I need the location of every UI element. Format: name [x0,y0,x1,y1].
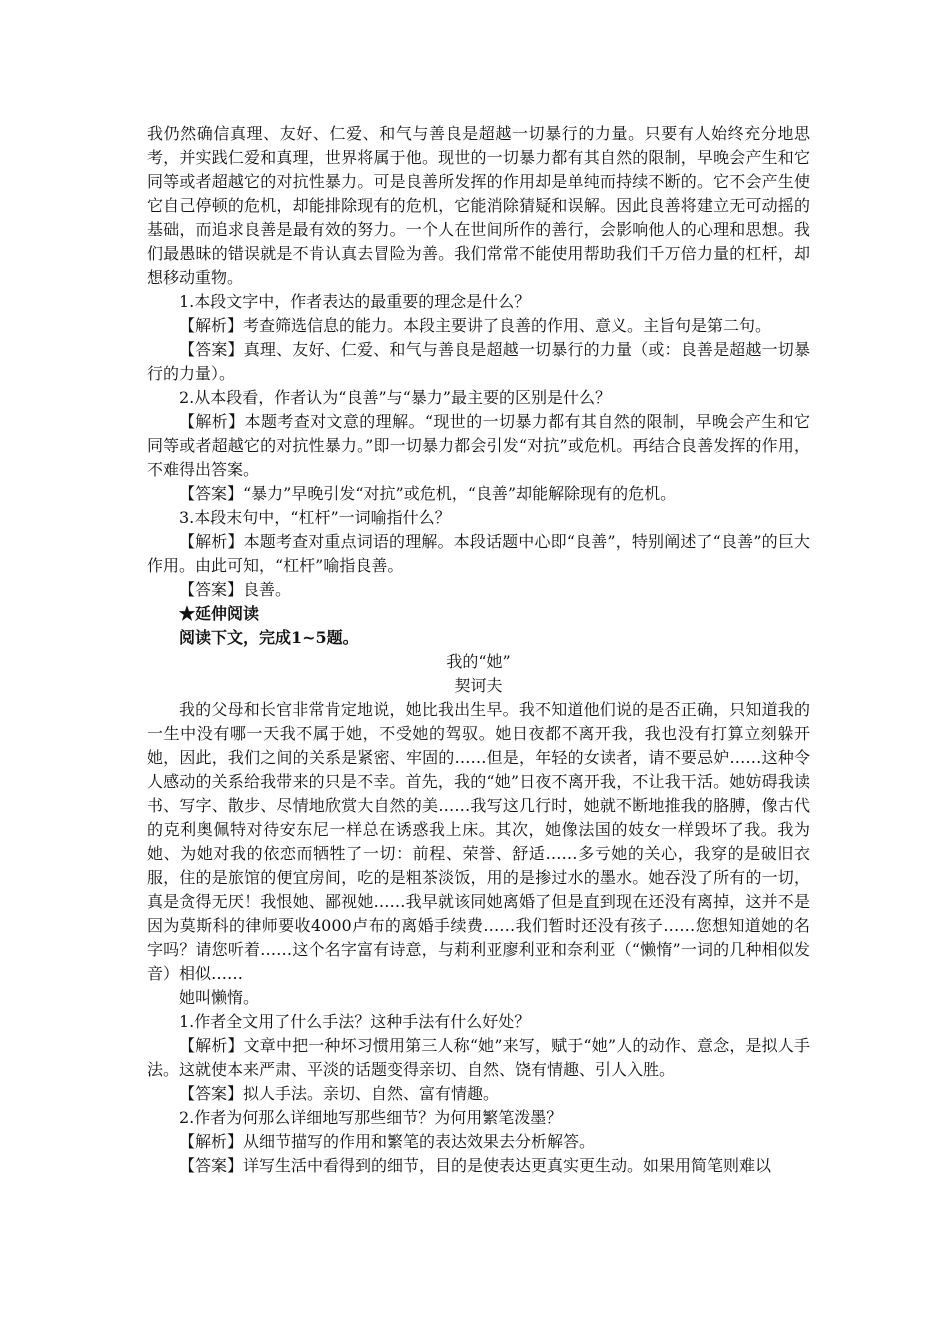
question-3: 3.本段末句中，“杠杆”一词喻指什么？ [179,508,451,527]
analysis-2: 【解析】本题考查对文意的理解。“现世的一切暴力都有其自然的限制，早晚会产生和它同等或者超越它的对抗性暴力。”即一切暴力都会引发“对抗”或危机。再结合良善发挥的作用，不难得出答案。 [147,412,810,479]
analysis-2-1: 【解析】文章中把一种坏习惯用第三人称“她”来写，赋于“她”人的动作、意念，是拟人手法。这就使本来严肃、平淡的话题变得亲切、自然、饶有情趣、引人入胜。 [147,1036,810,1079]
answer-2: 【答案】“暴力”早晚引发“对抗”或危机，“良善”却能解除现有的危机。 [179,484,677,503]
reading-instruction: 阅读下文，完成1~5题。 [179,628,359,647]
answer-3: 【答案】良善。 [179,580,292,599]
story-body: 我的父母和长官非常肯定地说，她比我出生早。我不知道他们说的是否正确，只知道我的一生中没有哪一天我不属于她，不受她的驾驭。她日夜都不离开我，我也没有打算立刻躲开她，因此，我们之间的关系是紧密、牢固的……但是，年轻的女读者，请不要忌妒……这种令人感动的关系给我带来的只是不幸。首先，我的“她”日夜不离开我，不让我干活。她妨碍我读书、写字、散步、尽情地欣赏大自然的美……我写这几行时，她就不断地推我的胳膊，像古代的克利奥佩特对待安东尼一样总在诱惑我上床。其次，她像法国的妓女一样毁坏了我。我为她、为她对我的依恋而牺牲了一切：前程、荣誉、舒适……多亏她的关心，我穿的是破旧衣服，住的是旅馆的便宜房间，吃的是粗茶淡饭，用的是掺过水的墨水。她吞没了所有的一切，真是贪得无厌！我恨她、鄙视她……我早就该同她离婚了但是直到现在还没有离掉，这并不是因为莫斯科的律师要收4000卢布的离婚手续费……我们暂时还没有孩子……您想知道她的名字吗？请您听着……这个名字富有诗意，与莉利亚廖利亚和奈利亚（“懒惰”一词的几种相似发音）相似…… [147,700,810,983]
question-1: 1.本段文字中，作者表达的最重要的理念是什么？ [179,292,531,311]
answer-2-2: 【答案】详写生活中看得到的细节，目的是使表达更真实更生动。如果用简笔则难以 [179,1156,772,1175]
question-2-2: 2.作者为何那么详细地写那些细节？为何用繁笔泼墨？ [179,1108,563,1127]
story-title: 我的“她” [446,652,511,671]
analysis-3: 【解析】本题考查对重点词语的理解。本段话题中心即“良善”，特别阐述了“良善”的巨大作用。由此可知，“杠杆”喻指良善。 [147,532,810,575]
analysis-2-2: 【解析】从细节描写的作用和繁笔的表达效果去分析解答。 [179,1132,596,1151]
story-ending: 她叫懒惰。 [179,988,260,1007]
story-author: 契诃夫 [454,676,503,695]
part1-questions [147,290,810,602]
question-2-1: 1.作者全文用了什么手法？这种手法有什么好处？ [179,1012,531,1031]
part2-questions [147,1010,810,1178]
extension-heading: ★延伸阅读 [179,604,260,623]
answer-1: 【答案】真理、友好、仁爱、和气与善良是超越一切暴行的力量（或：良善是超越一切暴行的力量）。 [147,340,810,383]
analysis-1: 【解析】考查筛选信息的能力。本段主要讲了良善的作用、意义。主旨句是第二句。 [179,316,772,335]
answer-2-1: 【答案】拟人手法。亲切、自然、富有情趣。 [179,1084,500,1103]
intro-passage: 我仍然确信真理、友好、仁爱、和气与善良是超越一切暴行的力量。只要有人始终充分地思考，并实践仁爱和真理，世界将属于他。现世的一切暴力都有其自然的限制，早晚会产生和它同等或者超越它的对抗性暴力。可是良善所发挥的作用却是单纯而持续不断的。它不会产生使它自己停顿的危机，却能排除现有的危机，它能消除猜疑和误解。因此良善将建立无可动摇的基础，而追求良善是最有效的努力。一个人在世间所作的善行，会影响他人的心理和思想。我们最愚昧的错误就是不肯认真去冒险为善。我们常常不能使用帮助我们千万倍力量的杠杆，却想移动重物。 [147,124,810,287]
question-2: 2.从本段看，作者认为“良善”与“暴力”最主要的区别是什么？ [179,388,611,407]
